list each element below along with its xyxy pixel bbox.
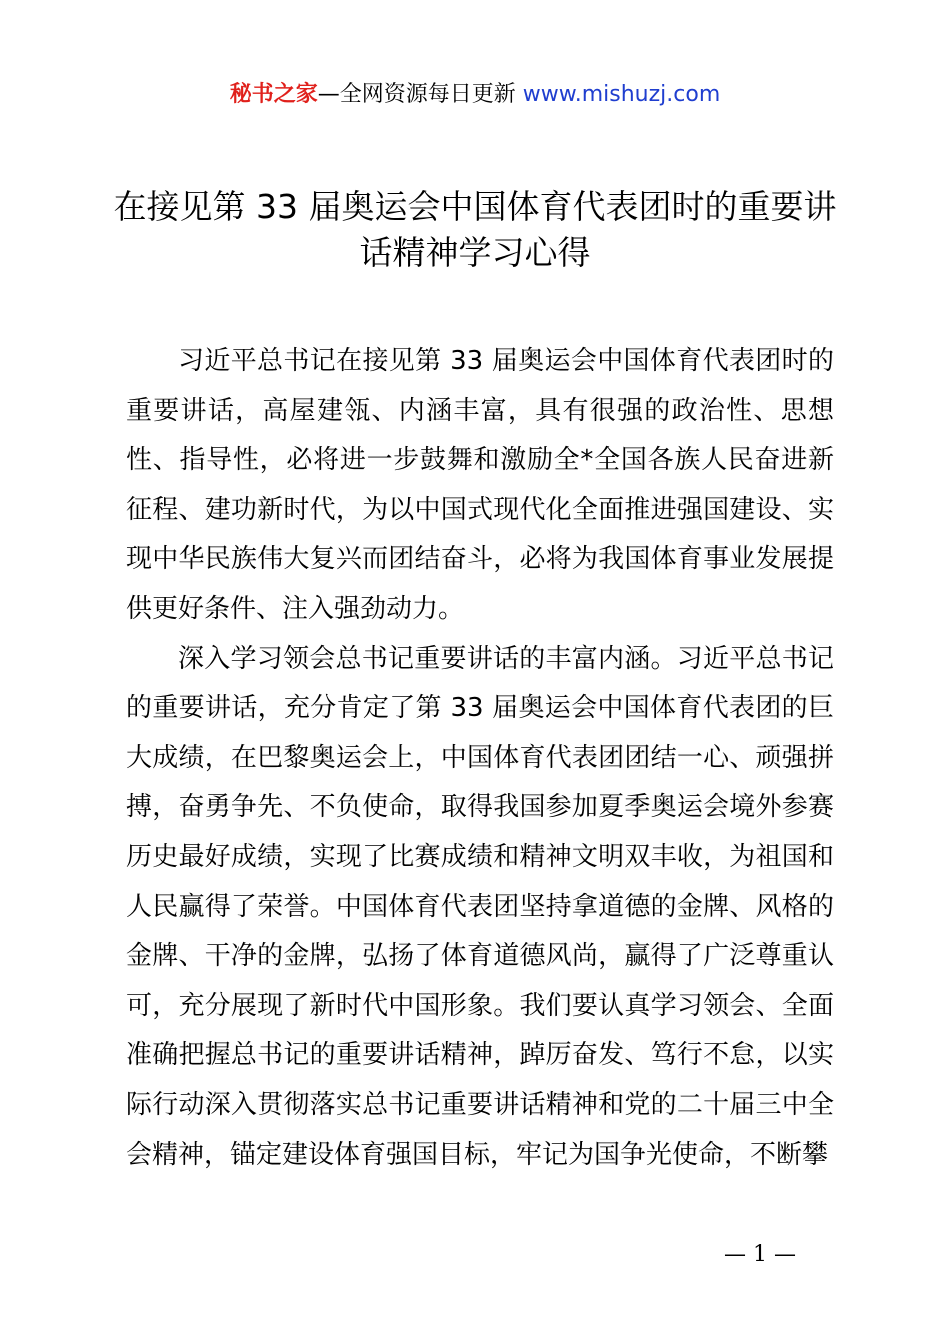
brand-name: 秘书之家 — [229, 82, 318, 107]
header-tagline: —全网资源每日更新 — [317, 82, 516, 107]
site-url-link[interactable]: www.mishuzj.com — [522, 82, 721, 107]
body-paragraph: 习近平总书记在接见第 33 届奥运会中国体育代表团时的重要讲话，高屋建瓴、内涵丰富，具有很强的政治性、思想性、指导性，必将进一步鼓舞和激励全*全国各族人民奋进新征程、建功新时代，为以中国式现代化全面推进强国建设、实现中华民族伟大复兴而团结奋斗，必将为我国体育事业发展提供更好条件、注入强劲动力。 — [126, 346, 834, 624]
document-title: 在接见第 33 届奥运会中国体育代表团时的重要讲话精神学习心得 — [113, 187, 837, 272]
site-header — [0, 80, 950, 110]
body-paragraph: 深入学习领会总书记重要讲话的丰富内涵。习近平总书记的重要讲话，充分肯定了第 33 届奥运会中国体育代表团的巨大成绩，在巴黎奥运会上，中国体育代表团团结一心、顽强拼搏，奋勇争先、不负使命，取得我国参加夏季奥运会境外参赛历史最好成绩，实现了比赛成绩和精神文明双丰收，为祖国和人民赢得了荣誉。中国体育代表团坚持拿道德的金牌、风格的金牌、干净的金牌，弘扬了体育道德风尚，赢得了广泛尊重认可，充分展现了新时代中国形象。我们要认真学习领会、全面准确把握总书记的重要讲话精神，踔厉奋发、笃行不怠，以实际行动深入贯彻落实总书记重要讲话精神和党的二十届三中全会精神，锚定建设体育强国目标，牢记为国争光使命，不断攀 — [126, 643, 834, 1170]
document-body — [126, 337, 834, 1180]
page-number: — 1 — — [724, 1242, 796, 1267]
